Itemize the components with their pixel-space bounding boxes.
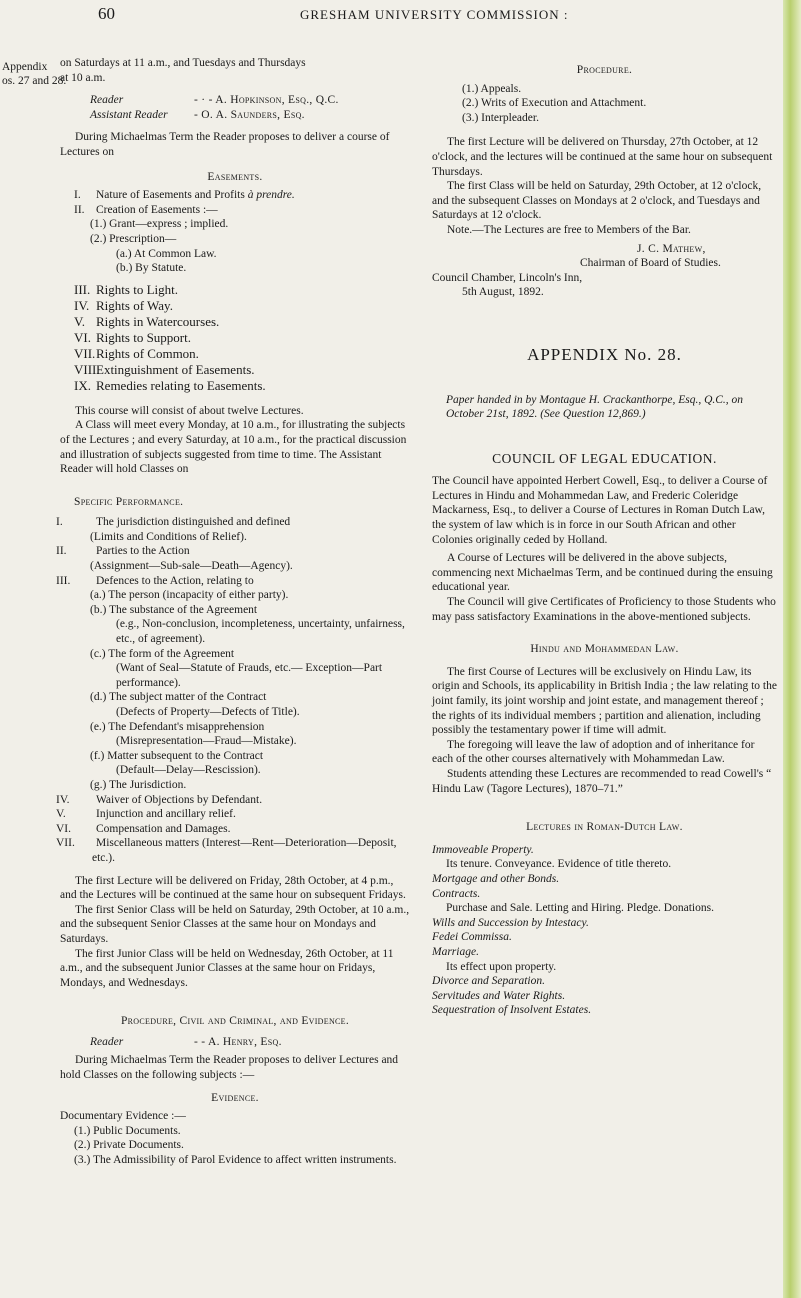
text-span: Compensation and Damages. — [96, 822, 231, 835]
procedure-heading: Procedure. — [576, 64, 633, 76]
creation-subitem: (1.) Grant—express ; implied. — [90, 218, 229, 231]
easements-item — [60, 346, 410, 362]
assistant-label: Assistant Reader — [90, 108, 168, 121]
defence-item: (c.) The form of the Agreement — [90, 647, 235, 660]
easements-item — [60, 362, 410, 378]
text-span: II. — [56, 545, 67, 558]
topic-detail: Its tenure. Conveyance. Evidence of title thereto. — [446, 858, 672, 871]
easements-item — [60, 203, 410, 218]
topic: Divorce and Separation. — [432, 975, 545, 988]
procedure-item: (3.) Interpleader. — [462, 111, 539, 124]
signature-title: Chairman of Board of Studies. — [580, 257, 721, 270]
specific-performance-heading: Specific Performance. — [74, 495, 184, 508]
defence-item: (f.) Matter subsequent to the Contract — [90, 749, 264, 762]
text-span: Extinguishment of Easements. — [96, 361, 255, 377]
text-span: IV. — [56, 793, 70, 806]
defence-detail: (Misrepresentation—Fraud—Mistake). — [116, 735, 297, 748]
first-lecture-paragraph: The first Lecture will be delivered on Thursday, 27th October, at 12 o'clock, and the lectures will be continued at the same hour on subsequent Thursdays. — [432, 136, 773, 178]
topic: Contracts. — [432, 887, 481, 900]
margin-note-line: Appendix — [2, 61, 48, 73]
defence-detail: (Default—Delay—Rescission). — [116, 764, 261, 777]
creation-subitem: (2.) Prescription— — [90, 232, 177, 245]
text-span: The jurisdiction distinguished and defined — [96, 516, 291, 529]
text-span: Rights in Watercourses. — [96, 313, 220, 329]
easements-item — [60, 188, 410, 203]
text-span: V. — [56, 808, 66, 821]
easements-item — [60, 298, 410, 314]
roman-dutch-heading: Lectures in Roman-Dutch Law. — [526, 821, 683, 834]
reader-line — [60, 93, 410, 108]
text-span: Defences to the Action, relating to — [96, 574, 254, 587]
margin-note-line: os. 27 and 28. — [2, 75, 67, 87]
sp-item — [56, 544, 410, 559]
easements-item — [60, 282, 410, 298]
sp-item-detail: (Assignment—Sub-sale—Death—Agency). — [90, 560, 293, 573]
paper-note: Paper handed in by Montague H. Crackanthorpe, Esq., Q.C., on October 21st, 1892. (See Question 12,869.) — [446, 393, 744, 421]
right-column — [432, 63, 777, 1018]
junior-class-paragraph: The first Junior Class will be held on Wednesday, 26th October, at 11 a.m., and the subsequent Junior Classes at the same hour on Fridays, Mondays, and Wednesdays. — [60, 947, 394, 989]
easements-heading: Easements. — [207, 170, 263, 183]
defence-item: (b.) The substance of the Agreement — [90, 603, 258, 616]
text-span: VIII. — [74, 361, 100, 377]
sp-item — [56, 793, 410, 808]
text-span: VII. — [74, 345, 96, 361]
class-paragraph: A Class will meet every Monday, at 10 a.m., for illustrating the subjects of the Lectures ; and every Saturday, at 10 a.m., for the practical discussion and illustration of subjects suggested from time to time. The Assistant Reader will hold Classes on — [60, 419, 407, 476]
course-length-paragraph: This course will consist of about twelve Lectures. — [74, 404, 304, 417]
date-line: 5th August, 1892. — [462, 286, 544, 299]
left-column — [56, 56, 410, 1168]
text-span: Reader — [90, 1035, 124, 1048]
doc-item: (2.) Private Documents. — [74, 1139, 184, 1152]
hindu-paragraph: The first Course of Lectures will be exclusively on Hindu Law, its origin and Schools, its applicability in British India ; the law relating to the joint family, its joint worship and joint estate, and management thereof ; the rights of its individual members ; partition and alienation, including possibly the testamentary power if time will admit. — [432, 665, 777, 737]
senior-class-paragraph: The first Senior Class will be held on Saturday, 29th October, at 10 a.m., and the subsequent Senior Classes at the same hour on Mondays and Saturdays. — [60, 903, 410, 945]
text-span: VII. — [56, 837, 75, 850]
text-span: I. — [74, 189, 81, 202]
assistant-reader-line — [60, 108, 410, 123]
text-span: Rights of Common. — [96, 345, 199, 361]
text-span: IX. — [74, 377, 91, 393]
easements-item — [60, 330, 410, 346]
intro-line: at 10 a.m. — [60, 71, 106, 84]
topic: Sequestration of Insolvent Estates. — [432, 1004, 592, 1017]
topic: Fedei Commissa. — [432, 931, 512, 944]
text-span: I. — [56, 516, 63, 529]
doc-item: (1.) Public Documents. — [74, 1124, 181, 1137]
doc-item: (3.) The Admissibility of Parol Evidence to affect written instruments. — [74, 1154, 397, 1167]
text-span: Injunction and ancillary relief. — [96, 808, 236, 821]
text-span: Miscellaneous matters (Interest—Rent—Deterioration—Deposit, etc.). — [92, 837, 397, 864]
signature-name: J. C. Mathew, — [637, 242, 706, 255]
topic: Mortgage and other Bonds. — [432, 872, 560, 885]
procedure-item: (2.) Writs of Execution and Attachment. — [462, 97, 647, 110]
text-span: Waiver of Objections by Defendant. — [96, 793, 263, 806]
text-span: II. — [74, 203, 85, 216]
defence-item: (g.) The Jurisdiction. — [90, 778, 187, 791]
procedure-item: (1.) Appeals. — [462, 82, 522, 95]
council-heading: COUNCIL OF LEGAL EDUCATION. — [492, 450, 717, 466]
prescription-subitem: (b.) By Statute. — [116, 262, 187, 275]
topic-detail: Purchase and Sale. Letting and Hiring. Pledge. Donations. — [446, 902, 714, 915]
page-edge-decoration — [783, 0, 801, 1298]
margin-note — [2, 60, 66, 88]
evidence-heading: Evidence. — [211, 1091, 259, 1104]
hindu-heading: Hindu and Mohammedan Law. — [530, 643, 679, 656]
defence-detail: (e.g., Non-conclusion, incompleteness, uncertainty, unfairness, etc., of agreement). — [116, 618, 405, 646]
foregoing-paragraph: The foregoing will leave the law of adoption and of inheritance for each of the other courses alternatively with Mohammedan Law. — [432, 738, 755, 766]
sp-item — [56, 515, 410, 530]
sp-item — [56, 574, 410, 589]
intro-line: on Saturdays at 11 a.m., and Tuesdays and Thursdays — [60, 57, 306, 69]
text-span: Parties to the Action — [96, 545, 190, 558]
text-span: Nature of Easements and Profits — [96, 189, 248, 202]
first-class-paragraph: The first Class will be held on Saturday, 29th October, at 12 o'clock, and the subsequent Classes on Mondays at 2 o'clock, and Tuesdays and Saturdays at 12 o'clock. — [432, 180, 762, 222]
easements-item — [60, 314, 410, 330]
text-span: - - A. Henry, Esq. — [194, 1035, 282, 1048]
assistant-name: - O. A. Saunders, Esq. — [194, 108, 305, 121]
sp-item — [56, 807, 410, 822]
reader-line — [60, 1035, 410, 1050]
text-span: VI. — [74, 329, 91, 345]
students-paragraph: Students attending these Lectures are recommended to read Cowell's “ Hindu Law (Tagore Lectures), 1870–71.” — [432, 767, 772, 795]
text-span: III. — [56, 574, 71, 587]
note-paragraph: Note.—The Lectures are free to Members of the Bar. — [446, 223, 691, 236]
text-span: Rights of Way. — [96, 297, 173, 313]
sp-item — [56, 836, 410, 865]
michaelmas-paragraph: During Michaelmas Term the Reader proposes to deliver Lectures and hold Classes on the following subjects :— — [60, 1054, 399, 1082]
council-paragraph: The Council have appointed Herbert Cowell, Esq., to deliver a Course of Lectures in Hindu and Mohammedan Law, and Frederic Coleridge Mackarness, Esq., to deliver a Course of Lectures in Roman Dutch Law, the system of law which is in force in our South African and other Colonies originally ceded by Holland. — [432, 475, 768, 546]
topic: Marriage. — [432, 945, 479, 958]
defence-item: (a.) The person (incapacity of either party). — [90, 589, 289, 602]
defence-detail: (Want of Seal—Statute of Frauds, etc.— Exception—Part performance). — [116, 662, 383, 689]
text-span: à prendre. — [247, 189, 295, 202]
first-lecture-paragraph: The first Lecture will be delivered on Friday, 28th October, at 4 p.m., and the Lectures will be continued at the same hour on subsequent Fridays. — [60, 874, 406, 902]
text-span: V. — [74, 313, 85, 329]
sp-item — [56, 822, 410, 837]
topic: Servitudes and Water Rights. — [432, 989, 566, 1002]
running-head: GRESHAM UNIVERSITY COMMISSION : — [300, 7, 569, 22]
defence-detail: (Defects of Property—Defects of Title). — [116, 706, 300, 718]
council-chamber: Council Chamber, Lincoln's Inn, — [432, 271, 583, 284]
procedure-evidence-heading: Procedure, Civil and Criminal, and Evidence. — [120, 1015, 350, 1028]
topic: Wills and Succession by Intestacy. — [432, 916, 589, 929]
reader-label: Reader — [90, 94, 124, 107]
text-span: IV. — [74, 297, 90, 313]
text-span: Rights to Support. — [96, 329, 191, 345]
defence-item: (d.) The subject matter of the Contract — [90, 691, 267, 704]
page-header — [0, 4, 780, 26]
certificates-paragraph: The Council will give Certificates of Proficiency to those Students who may pass satisfactory Examinations in the above-mentioned subjects. — [432, 596, 776, 623]
appendix-title: APPENDIX No. 28. — [527, 344, 682, 364]
topic: Immoveable Property. — [432, 843, 534, 856]
documentary-evidence-label: Documentary Evidence :— — [60, 1110, 186, 1123]
easements-item — [60, 378, 410, 394]
michaelmas-paragraph: During Michaelmas Term the Reader proposes to deliver a course of Lectures on — [60, 131, 390, 158]
text-span: Remedies relating to Easements. — [96, 377, 266, 393]
topic-detail: Its effect upon property. — [446, 960, 557, 973]
text-span: Rights to Light. — [96, 281, 178, 297]
text-span: III. — [74, 281, 91, 297]
prescription-subitem: (a.) At Common Law. — [116, 247, 217, 260]
text-span: VI. — [56, 822, 72, 835]
sp-item-detail: (Limits and Conditions of Relief). — [90, 530, 247, 543]
course-paragraph: A Course of Lectures will be delivered in the above subjects, commencing next Michaelmas Term, and be continued during the ensuing educational year. — [432, 552, 773, 594]
defence-item: (e.) The Defendant's misapprehension — [90, 720, 265, 733]
reader-name: - · - A. Hopkinson, Esq., Q.C. — [194, 94, 339, 107]
text-span: Creation of Easements :— — [96, 203, 218, 216]
page-number: 60 — [98, 4, 115, 23]
